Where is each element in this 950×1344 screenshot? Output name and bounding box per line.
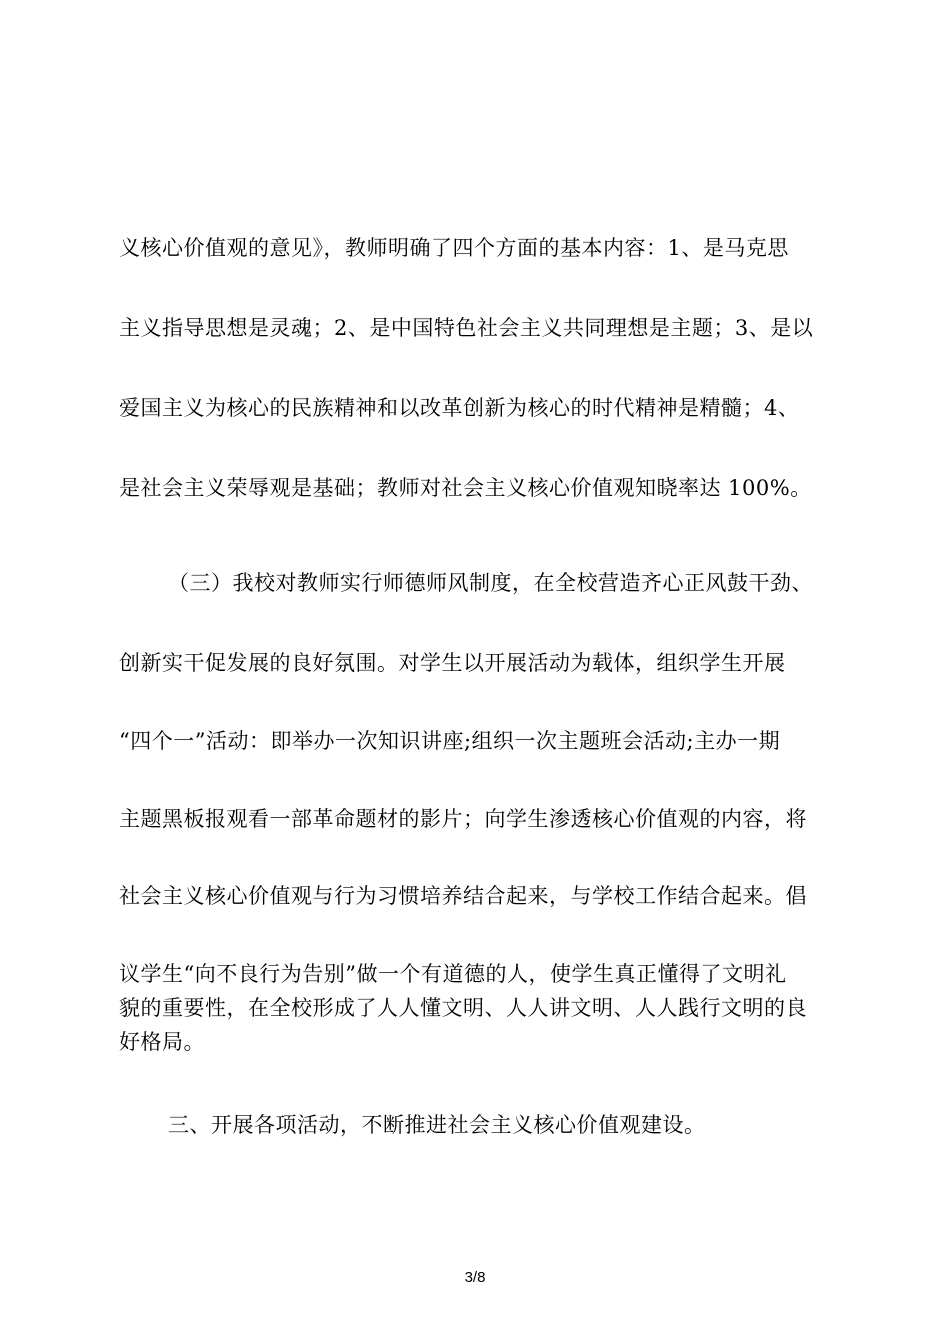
paragraph-line: “四个一”活动：即举办一次知识讲座;组织一次主题班会活动;主办一期: [119, 729, 781, 753]
paragraph-line: 貌的重要性，在全校形成了人人懂文明、人人讲文明、人人践行文明的良: [119, 996, 807, 1020]
paragraph-line: 创新实干促发展的良好氛围。对学生以开展活动为载体，组织学生开展: [119, 651, 786, 675]
paragraph-line: 好格局。: [119, 1030, 205, 1054]
paragraph-line: 主题黑板报观看一部革命题材的影片；向学生渗透核心价值观的内容，将: [119, 807, 807, 831]
paragraph-line: 义核心价值观的意见》，教师明确了四个方面的基本内容：1、是马克思: [119, 236, 789, 260]
section-heading: 三、开展各项活动，不断推进社会主义核心价值观建设。: [168, 1113, 706, 1137]
paragraph-line: 社会主义核心价值观与行为习惯培养结合起来，与学校工作结合起来。倡: [119, 884, 807, 908]
paragraph-line: 主义指导思想是灵魂；2、是中国特色社会主义共同理想是主题；3、是以: [119, 316, 814, 340]
paragraph-line: 议学生“向不良行为告别”做一个有道德的人，使学生真正懂得了文明礼: [119, 962, 787, 986]
paragraph-line: 是社会主义荣辱观是基础；教师对社会主义核心价值观知晓率达 100%。: [119, 476, 812, 500]
page-number: 3/8: [464, 1269, 486, 1286]
paragraph-line: 爱国主义为核心的民族精神和以改革创新为核心的时代精神是精髓；4、: [119, 396, 800, 420]
paragraph-line: （三）我校对教师实行师德师风制度，在全校营造齐心正风鼓干劲、: [168, 571, 813, 595]
